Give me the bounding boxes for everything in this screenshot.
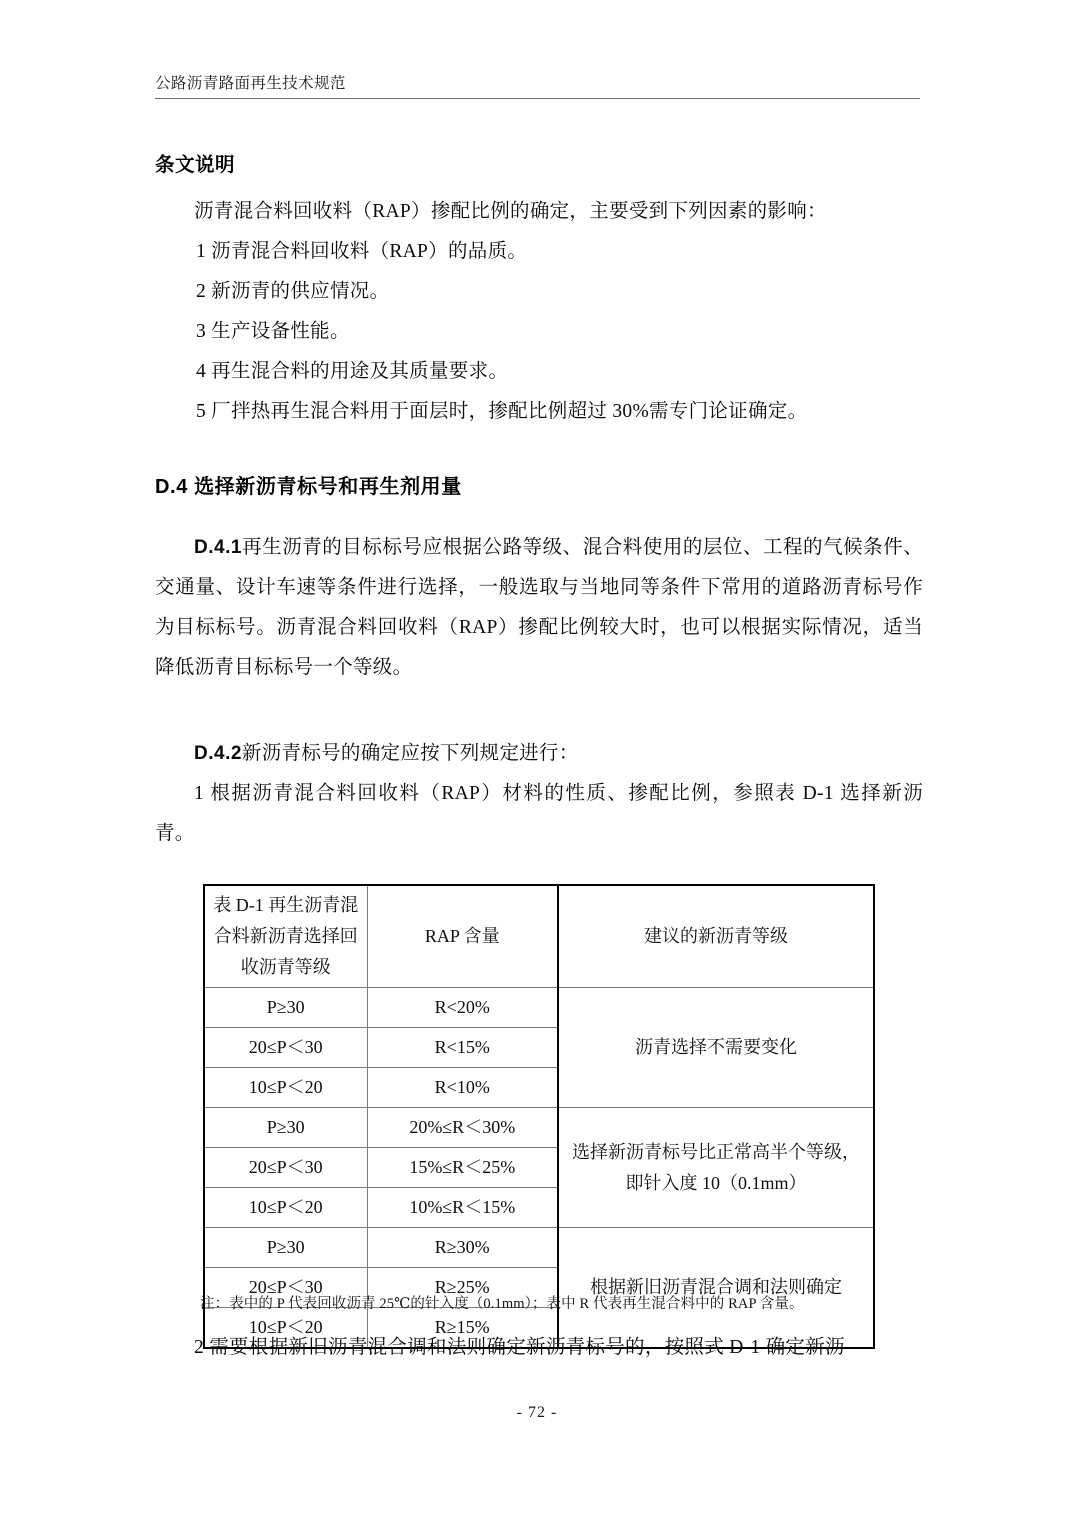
page-footer [0, 1404, 1074, 1422]
table-row [204, 1228, 874, 1268]
explanation-item-5: 5 厂拌热再生混合料用于面层时，掺配比例超过 30%需专门论证确定。 [195, 401, 808, 422]
clause-d-4-1 [155, 528, 923, 688]
cell-rap: 10%≤R＜15% [367, 1188, 558, 1228]
cell-rap: R≥25% [367, 1268, 558, 1308]
cell-grade: 20≤P＜30 [204, 1268, 367, 1308]
table-row [204, 1108, 874, 1148]
cell-recommendation: 根据新旧沥青混合调和法则确定 [558, 1228, 874, 1349]
cell-grade: P≥30 [204, 1108, 367, 1148]
cell-rap: R≥15% [367, 1308, 558, 1349]
spacer [155, 688, 923, 734]
explanation-item-2: 2 新沥青的供应情况。 [195, 281, 390, 302]
clause-text-d-4-1: 再生沥青的目标标号应根据公路等级、混合料使用的层位、工程的气候条件、交通量、设计车速等条件进行选择，一般选取与当地同等条件下常用的道路沥青标号作为目标标号。沥青混合料回收料（RAP）掺配比例较大时，也可以根据实际情况，适当降低沥青目标标号一个等级。 [155, 537, 923, 678]
table-d-1-wrapper [203, 884, 873, 1349]
cell-grade: 10≤P＜20 [204, 1308, 367, 1349]
clause-d-4-2-item-1: 1 根据沥青混合料回收料（RAP）材料的性质、掺配比例，参照表 D-1 选择新沥青。 [155, 783, 923, 844]
cell-rap: 15%≤R＜25% [367, 1148, 558, 1188]
running-header [155, 74, 920, 99]
explanation-item-4: 4 再生混合料的用途及其质量要求。 [195, 361, 509, 382]
table-header-cell-recommendation: 建议的新沥青等级 [558, 885, 874, 988]
clause-d-4-2-item-2: 2 需要根据新旧沥青混合调和法则确定新沥青标号的，按照式 D-1 确定新沥 [194, 1337, 845, 1358]
running-header-title: 公路沥青路面再生技术规范 [155, 75, 346, 92]
cell-recommendation: 选择新沥青标号比正常高半个等级，即针入度 10（0.1mm） [558, 1108, 874, 1228]
table-note: 注：表中的 P 代表回收沥青 25℃的针入度（0.1mm）；表中 R 代表再生混合料中的 RAP 含量。 [200, 1296, 804, 1312]
cell-grade: 10≤P＜20 [204, 1068, 367, 1108]
cell-rap: R≥30% [367, 1228, 558, 1268]
cell-grade: 10≤P＜20 [204, 1188, 367, 1228]
explanation-item-1: 1 沥青混合料回收料（RAP）的品质。 [195, 241, 528, 262]
header-rule [155, 98, 920, 99]
main-content [155, 150, 923, 854]
spacer [155, 502, 923, 528]
explanation-item-3: 3 生产设备性能。 [195, 321, 350, 342]
table-header-cell-rap: RAP 含量 [367, 885, 558, 988]
post-table-content [155, 1328, 923, 1368]
cell-grade: 20≤P＜30 [204, 1028, 367, 1068]
cell-rap: R<10% [367, 1068, 558, 1108]
clause-number-d-4-2: D.4.2 [194, 743, 242, 764]
cell-grade: P≥30 [204, 988, 367, 1028]
table-header-cell-grade: 表 D-1 再生沥青混合料新沥青选择回收沥青等级 [204, 885, 367, 988]
table-row [204, 988, 874, 1028]
explanation-intro: 沥青混合料回收料（RAP）掺配比例的确定，主要受到下列因素的影响： [194, 201, 827, 222]
cell-grade: 20≤P＜30 [204, 1148, 367, 1188]
clause-number-d-4-1: D.4.1 [194, 537, 242, 558]
cell-rap: R<20% [367, 988, 558, 1028]
clause-text-d-4-2: 新沥青标号的确定应按下列规定进行： [241, 743, 579, 764]
cell-rap: R<15% [367, 1028, 558, 1068]
cell-rap: 20%≤R＜30% [367, 1108, 558, 1148]
cell-recommendation: 沥青选择不需要变化 [558, 988, 874, 1108]
clause-d-4-2 [155, 734, 923, 774]
spacer [155, 432, 923, 472]
section-heading-d4: D.4 选择新沥青标号和再生剂用量 [155, 476, 462, 498]
cell-grade: P≥30 [204, 1228, 367, 1268]
table-d-1 [203, 884, 875, 1349]
page-number: - 72 - [516, 1404, 558, 1421]
table-header-row [204, 885, 874, 988]
explanation-heading: 条文说明 [155, 154, 236, 176]
